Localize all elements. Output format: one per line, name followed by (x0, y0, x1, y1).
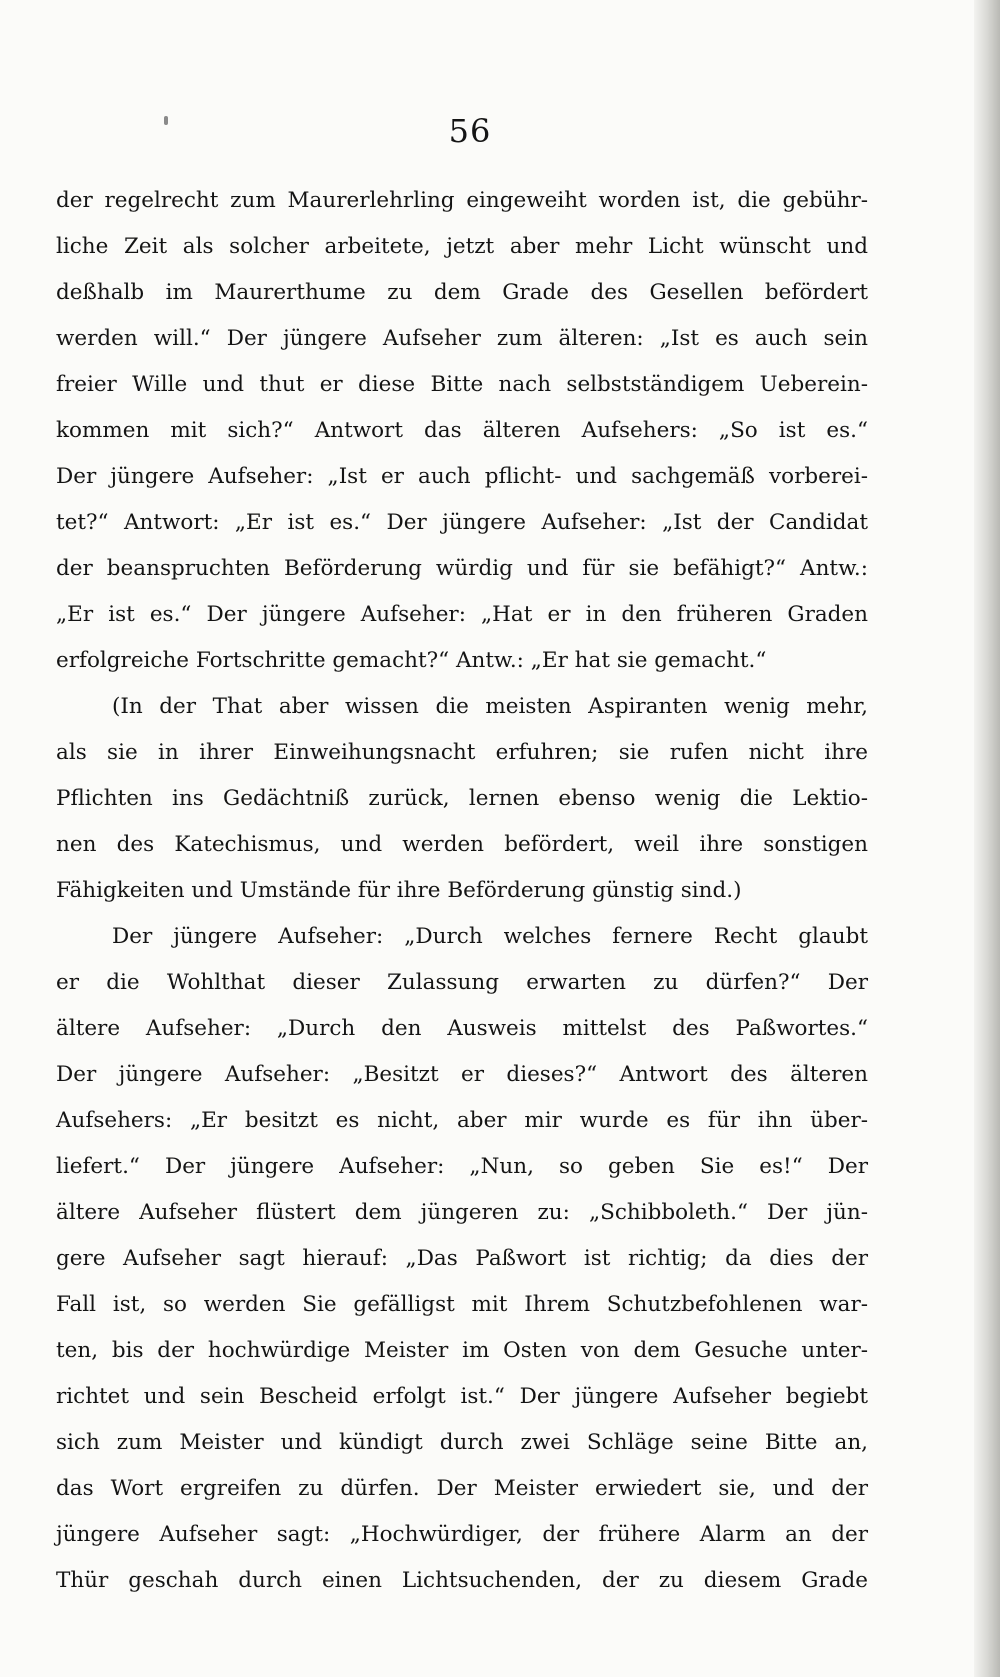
text-line: gere Aufseher sagt hierauf: „Das Paßwort ist richtig; da dies der (56, 1246, 868, 1271)
text-line: ältere Aufseher: „Durch den Ausweis mittelst des Paßwortes.“ (56, 1016, 868, 1041)
text-line: richtet und sein Bescheid erfolgt ist.“ Der jüngere Aufseher begiebt (56, 1384, 868, 1409)
text-line: liefert.“ Der jüngere Aufseher: „Nun, so geben Sie es!“ Der (56, 1154, 868, 1179)
text-line: das Wort ergreifen zu dürfen. Der Meister erwiedert sie, und der (56, 1476, 868, 1501)
text-line: freier Wille und thut er diese Bitte nach selbstständigem Ueberein- (56, 372, 868, 397)
text-line: ten, bis der hochwürdige Meister im Osten von dem Gesuche unter- (56, 1338, 868, 1363)
text-line: Der jüngere Aufseher: „Durch welches fernere Recht glaubt (112, 924, 868, 949)
text-line: als sie in ihrer Einweihungsnacht erfuhren; sie rufen nicht ihre (56, 740, 868, 765)
text-line: ältere Aufseher flüstert dem jüngeren zu: „Schibboleth.“ Der jün- (56, 1200, 868, 1225)
text-line: „Er ist es.“ Der jüngere Aufseher: „Hat er in den früheren Graden (56, 602, 868, 627)
text-line: (In der That aber wissen die meisten Aspiranten wenig mehr, (112, 694, 868, 719)
text-line: Der jüngere Aufseher: „Ist er auch pflicht- und sachgemäß vorberei- (56, 464, 868, 489)
page-number: 56 (448, 112, 492, 150)
text-line: Fähigkeiten und Umstände für ihre Beförderung günstig sind.) (56, 878, 742, 903)
text-line: Pflichten ins Gedächtniß zurück, lernen ebenso wenig die Lektio- (56, 786, 868, 811)
text-line: Fall ist, so werden Sie gefälligst mit Ihrem Schutzbefohlenen war- (56, 1292, 868, 1317)
body-text (56, 178, 868, 1604)
text-line: der beanspruchten Beförderung würdig und für sie befähigt?“ Antw.: (56, 556, 868, 581)
text-line: Thür geschah durch einen Lichtsuchenden, der zu diesem Grade (56, 1568, 868, 1593)
text-line: der regelrecht zum Maurerlehrling eingeweiht worden ist, die gebühr- (56, 188, 868, 213)
text-line: tet?“ Antwort: „Er ist es.“ Der jüngere Aufseher: „Ist der Candidat (56, 510, 868, 535)
text-line: werden will.“ Der jüngere Aufseher zum älteren: „Ist es auch sein (56, 326, 868, 351)
text-line: jüngere Aufseher sagt: „Hochwürdiger, der frühere Alarm an der (56, 1522, 868, 1547)
text-line: er die Wohlthat dieser Zulassung erwarten zu dürfen?“ Der (56, 970, 868, 995)
text-line: deßhalb im Maurerthume zu dem Grade des Gesellen befördert (56, 280, 868, 305)
text-line: liche Zeit als solcher arbeitete, jetzt aber mehr Licht wünscht und (56, 234, 868, 259)
text-line: Aufsehers: „Er besitzt es nicht, aber mir wurde es für ihn über- (56, 1108, 868, 1133)
text-line: erfolgreiche Fortschritte gemacht?“ Antw.: „Er hat sie gemacht.“ (56, 648, 767, 673)
text-line: Der jüngere Aufseher: „Besitzt er dieses?“ Antwort des älteren (56, 1062, 868, 1087)
text-line: sich zum Meister und kündigt durch zwei Schläge seine Bitte an, (56, 1430, 868, 1455)
binding-shadow (974, 0, 1000, 1677)
text-line: nen des Katechismus, und werden befördert, weil ihre sonstigen (56, 832, 868, 857)
text-line: kommen mit sich?“ Antwort das älteren Aufsehers: „So ist es.“ (56, 418, 868, 443)
